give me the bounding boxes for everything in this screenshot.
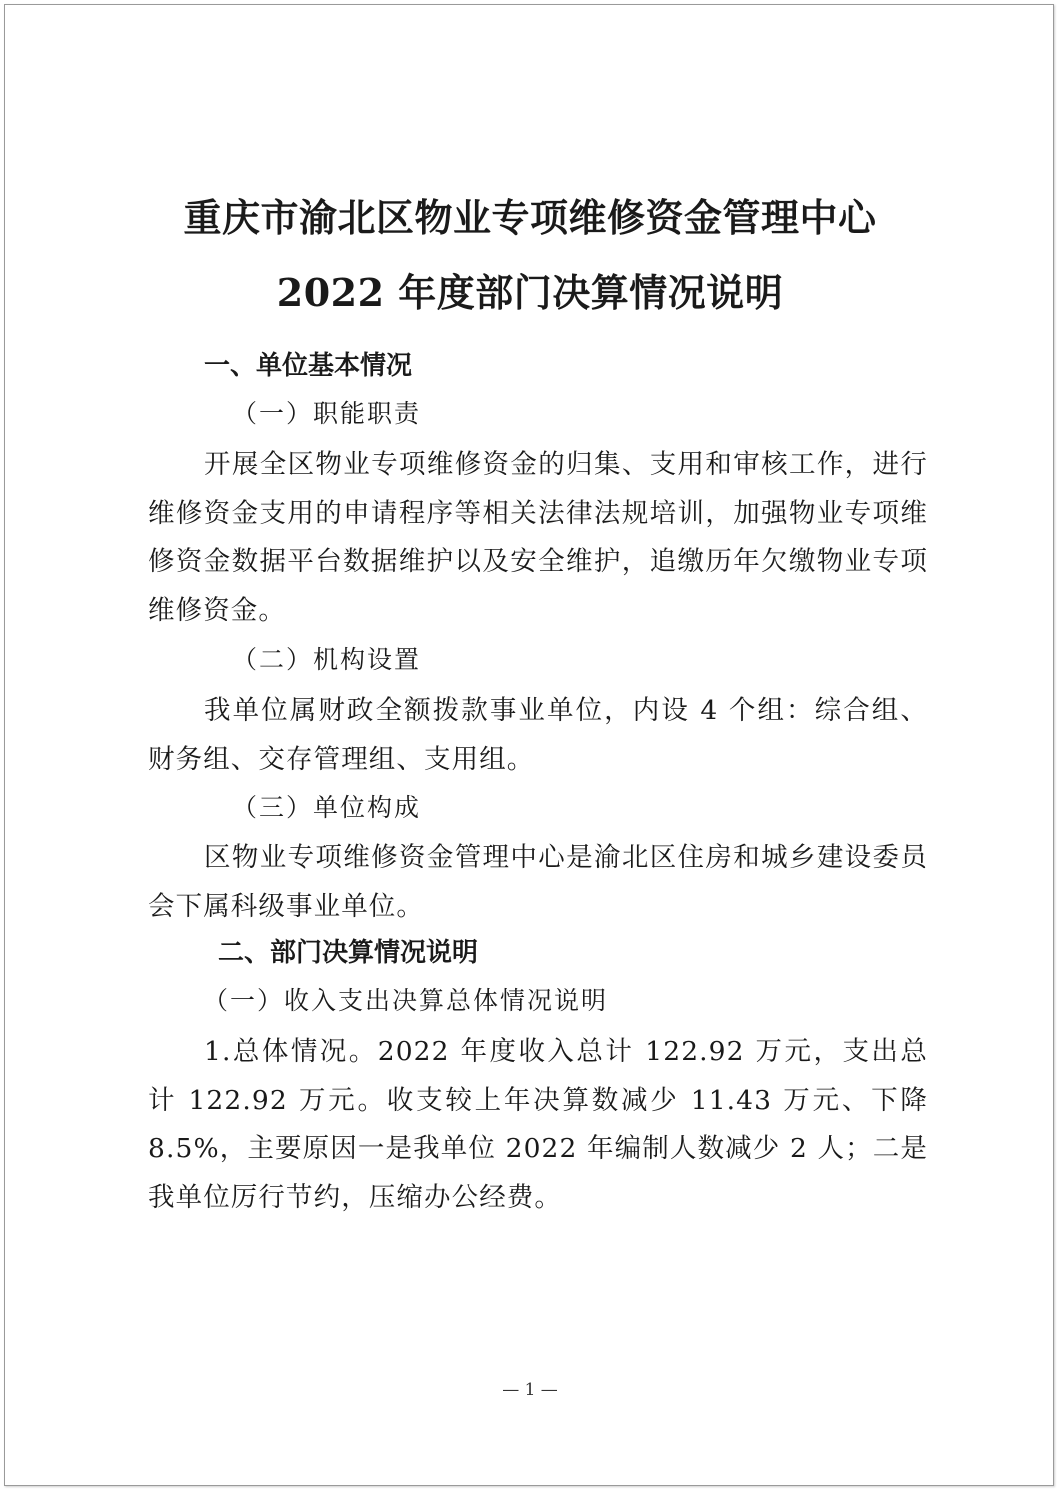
- section1-heading: 一、单位基本情况: [204, 351, 413, 381]
- section2-sub1-paragraph: 1.总体情况。2022 年度收入总计 122.92 万元，支出总计 122.92 万元。收支较上年决算数减少 11.43 万元、下降 8.5%，主要原因一是我单位 2022 年编制人数减少 2 人；二是我单位厉行节约，压缩办公经费。: [148, 1036, 928, 1214]
- section2-sub1-heading: （一）收入支出决算总体情况说明: [203, 986, 609, 1015]
- page-number: — 1 —: [502, 1380, 558, 1400]
- section1-sub3-paragraph: 区物业专项维修资金管理中心是渝北区住房和城乡建设委员会下属科级事业单位。: [148, 842, 928, 922]
- section1-sub1-heading: （一）职能职责: [232, 399, 422, 428]
- section1-sub2-paragraph: 我单位属财政全额拨款事业单位，内设 4 个组：综合组、财务组、交存管理组、支用组。: [148, 695, 928, 775]
- document-title-line1: 重庆市渝北区物业专项维修资金管理中心: [183, 195, 877, 240]
- document-title-line2: 2022 年度部门决算情况说明: [276, 270, 784, 315]
- section1-sub3-heading: （三）单位构成: [232, 793, 422, 822]
- section1-sub1-paragraph: 开展全区物业专项维修资金的归集、支用和审核工作，进行维修资金支用的申请程序等相关法律法规培训，加强物业专项维修资金数据平台数据维护以及安全维护，追缴历年欠缴物业专项维修资金。: [148, 449, 928, 627]
- section2-heading: 二、部门决算情况说明: [218, 938, 479, 968]
- section1-sub2-heading: （二）机构设置: [232, 645, 422, 674]
